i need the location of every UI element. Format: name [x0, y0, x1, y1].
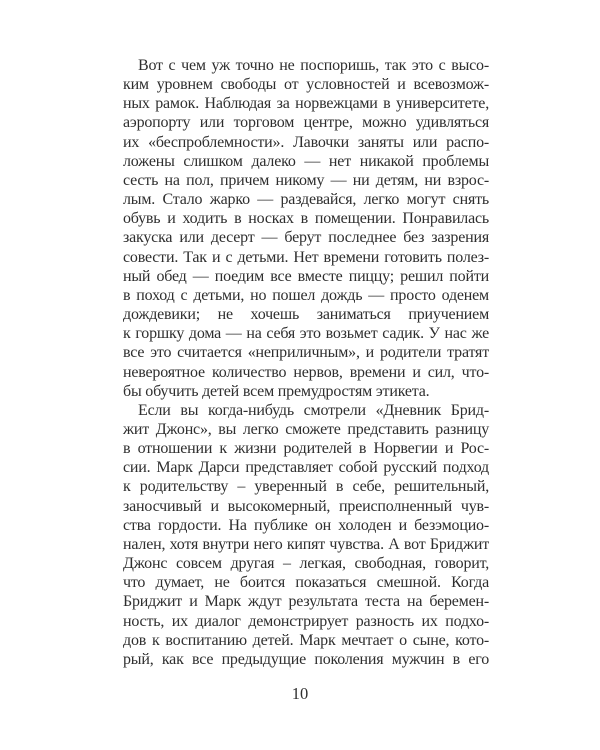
text-line: Бриджит и Марк ждут результата теста на беремен-: [123, 593, 489, 611]
text-line: рый, как все предыдущие поколения мужчин в его: [123, 650, 489, 668]
text-line: совести. Так и с детьми. Нет времени готовить полез-: [123, 248, 489, 266]
text-line: все это считается «неприличным», и родители тратят: [123, 344, 489, 362]
text-line: бы обучить детей всем премудростям этикета.: [123, 382, 430, 400]
text-line: дождевики; не хочешь заниматься приучением: [123, 306, 489, 324]
text-line: их «беспроблемности». Лавочки заняты или распо-: [123, 133, 489, 151]
text-line: ных рамок. Наблюдая за норвежцами в университете,: [123, 95, 489, 113]
text-line: заносчивый и высокомерный, преисполненный чув-: [123, 497, 489, 515]
text-block: [123, 56, 489, 669]
text-line: ства гордости. На публике он холоден и безэмоцио-: [123, 516, 489, 534]
text-line: невероятное количество нервов, времени и сил, что-: [123, 363, 489, 381]
text-line: ким уровнем свободы от условностей и всевозмож-: [123, 76, 489, 94]
text-line: в поход с детьми, но пошел дождь — просто оденем: [123, 286, 489, 304]
text-line: ность, их диалог демонстрирует разность их подхо-: [123, 612, 489, 630]
text-line: сии. Марк Дарси представляет собой русский подход: [123, 459, 489, 477]
text-line: дов к воспитанию детей. Марк мечтает о сыне, кото-: [123, 631, 489, 649]
text-line: жит Джонс», вы легко сможете представить разницу: [123, 420, 489, 438]
text-line: обувь и ходить в носках в помещении. Понравилась: [123, 210, 489, 228]
text-line: что думает, не боится показаться смешной. Когда: [123, 574, 489, 592]
text-line: в отношении к жизни родителей в Норвегии и Рос-: [123, 440, 489, 458]
text-line: к горшку дома — на себя это возьмет садик. У нас же: [123, 325, 489, 343]
page-number: 10: [291, 684, 309, 703]
text-line: Вот с чем уж точно не поспоришь, так это с высо-: [138, 57, 489, 74]
text-line: сесть на пол, причем никому — ни детям, ни взрос-: [123, 171, 489, 189]
text-line: нален, хотя внутри него кипят чувства. А вот Бриджит: [123, 535, 489, 553]
text-line: ложены слишком далеко — нет никакой проблемы: [123, 152, 489, 170]
text-line: ный обед — поедим все вместе пиццу; решил пойти: [123, 267, 489, 285]
text-line: аэропорту или торговом центре, можно удивляться: [123, 114, 489, 132]
text-line: к родительству – уверенный в себе, решительный,: [123, 478, 489, 496]
text-line: лым. Стало жарко — раздевайся, легко могут снять: [123, 191, 489, 209]
text-line: Если вы когда-нибудь смотрели «Дневник Брид-: [138, 401, 489, 419]
text-line: закуска или десерт — берут последнее без зазрения: [123, 229, 489, 247]
text-line: Джонс совсем другая – легкая, свободная, говорит,: [123, 555, 489, 573]
